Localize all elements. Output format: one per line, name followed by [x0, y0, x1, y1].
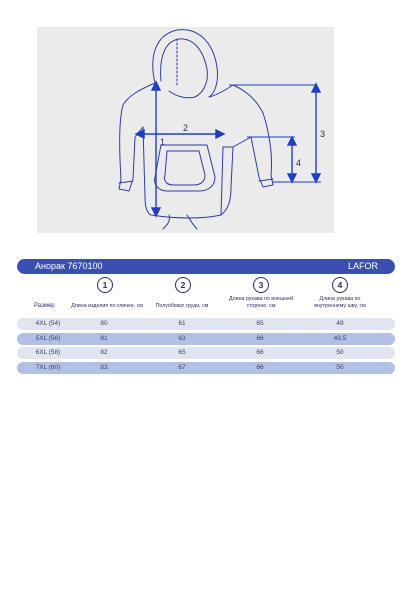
value-cell: 80	[100, 320, 108, 327]
table-row	[17, 362, 395, 374]
size-cell: 4XL (54)	[35, 320, 61, 327]
value-cell: 65	[178, 349, 186, 356]
value-cell: 66	[256, 335, 264, 342]
kangaroo-pocket	[155, 145, 215, 191]
size-cell: 6XL (58)	[35, 349, 61, 356]
size-cell: 7XL (60)	[35, 364, 61, 371]
left-cuff-line	[119, 181, 133, 183]
measure-label-2: 2	[183, 123, 189, 133]
garment-sketch	[37, 27, 334, 233]
column-number-2: 2	[175, 277, 191, 293]
value-cell: 49,5	[333, 335, 347, 342]
body-right-outline	[209, 85, 273, 215]
value-cell: 50	[336, 349, 344, 356]
column-number-4: 4	[332, 277, 348, 293]
column-header-1: Длина изделия по спинке, см	[71, 303, 143, 309]
value-cell: 61	[178, 320, 186, 327]
value-cell: 83	[100, 364, 108, 371]
value-cell: 65	[256, 320, 264, 327]
hood-inner-line	[161, 39, 208, 97]
hood-opening	[169, 91, 195, 98]
size-cell: 5XL (56)	[35, 335, 61, 342]
column-number-1: 1	[97, 277, 113, 293]
column-header-3: Длина рукава по внешней стороне, см	[228, 296, 294, 309]
arrow-head	[312, 174, 320, 182]
value-cell: 81	[100, 335, 108, 342]
product-banner	[17, 259, 395, 274]
measure-label-3: 3	[320, 129, 326, 139]
column-number-3: 3	[253, 277, 269, 293]
right-cuff-line	[259, 179, 273, 181]
anorak-drawing	[37, 27, 334, 233]
arrow-head	[216, 130, 224, 138]
size-column-header: Размер	[34, 303, 55, 309]
table-row	[17, 318, 395, 330]
arrow-head	[288, 174, 296, 182]
arrow-head	[152, 82, 160, 90]
value-cell: 66	[256, 349, 264, 356]
table-row	[17, 347, 395, 359]
arrow-head	[152, 208, 160, 216]
column-header-4: Длина рукава по внутреннему шву, см	[314, 296, 366, 309]
table-row	[17, 333, 395, 345]
column-header-2: Полуобхват груди, см	[155, 303, 209, 309]
value-cell: 67	[178, 364, 186, 371]
product-title: Анорак 7670100	[35, 261, 103, 271]
value-cell: 50	[336, 364, 344, 371]
drawcord-right	[187, 215, 197, 229]
brand-name: LAFOR	[347, 261, 378, 271]
value-cell: 63	[178, 335, 186, 342]
value-cell: 82	[100, 349, 108, 356]
value-cell: 49	[336, 320, 344, 327]
measure-label-4: 4	[296, 158, 302, 168]
measure-label-1: 1	[160, 137, 166, 147]
arrow-head	[288, 137, 296, 145]
value-cell: 66	[256, 364, 264, 371]
pocket-inner-line	[164, 151, 205, 185]
